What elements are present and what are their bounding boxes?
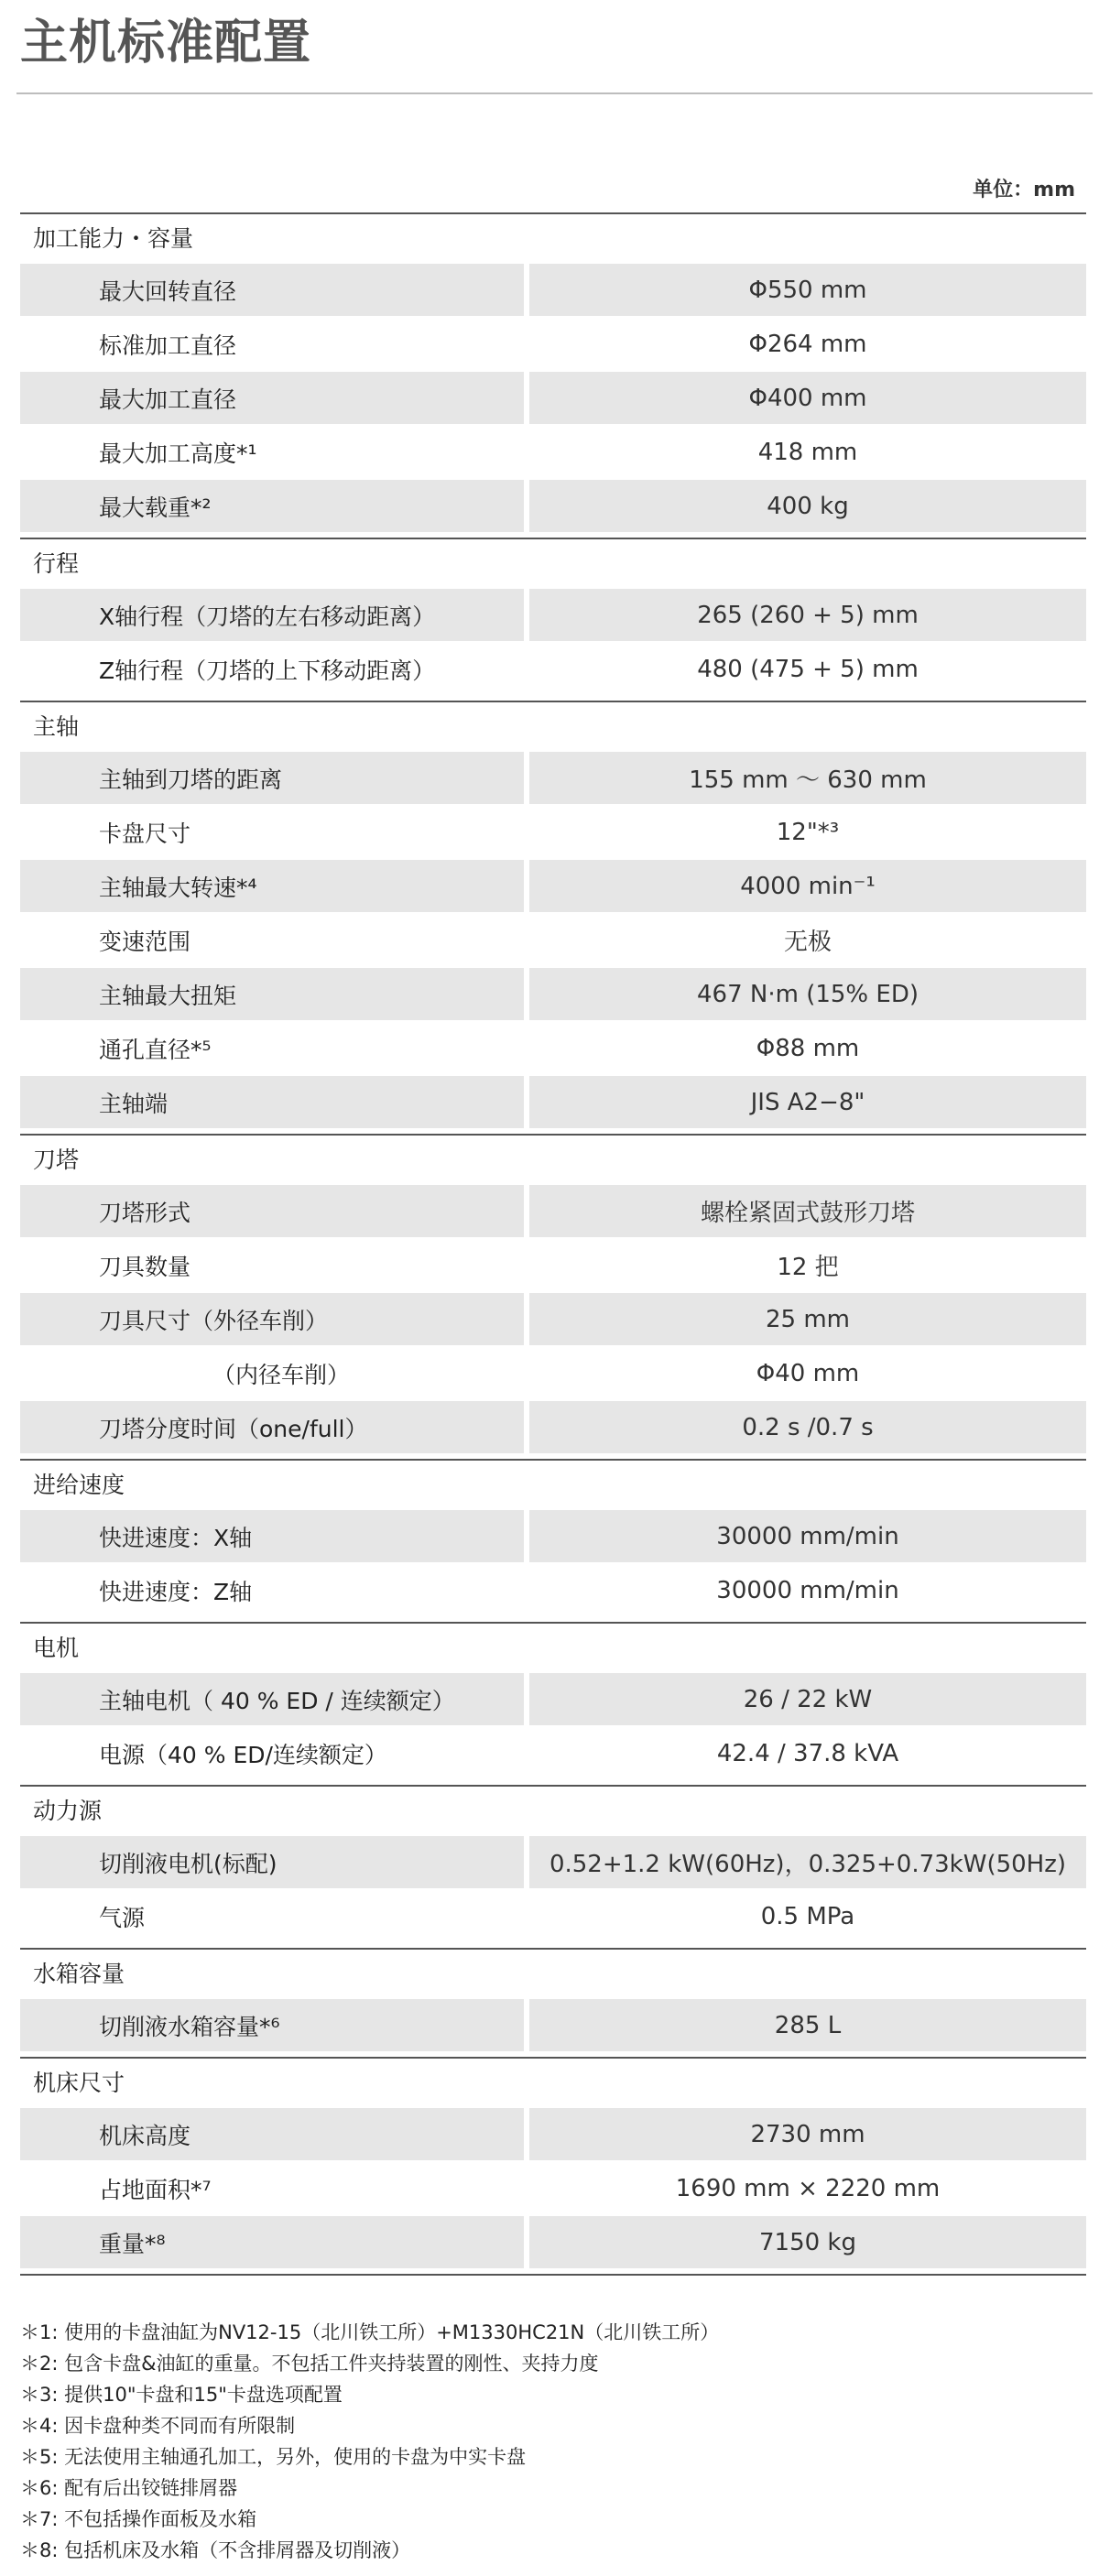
- section-title: 加工能力・容量: [33, 225, 194, 252]
- spec-value: 265 (260 + 5) mm: [697, 601, 919, 629]
- spec-label: 主轴最大转速*⁴: [99, 874, 257, 901]
- spec-value: Φ550 mm: [748, 276, 867, 304]
- spec-section: [20, 212, 1086, 538]
- spec-value: 12"*³: [776, 818, 840, 846]
- spec-row: [20, 2108, 1086, 2160]
- spec-label: 标准加工直径: [99, 332, 237, 359]
- spec-label: 最大加工直径: [99, 386, 237, 413]
- spec-value: 螺栓紧固式鼓形刀塔: [700, 1200, 915, 1227]
- spec-row: [20, 1999, 1086, 2051]
- spec-value: Φ40 mm: [756, 1359, 860, 1387]
- spec-row: [20, 1347, 1086, 1399]
- spec-row: [20, 968, 1086, 1020]
- spec-row: [20, 2162, 1086, 2214]
- spec-value: 30000 mm/min: [716, 1522, 899, 1550]
- spec-section: [20, 1134, 1086, 1459]
- spec-label: 最大回转直径: [99, 277, 237, 305]
- footnotes: [20, 2317, 1083, 2566]
- spec-value: 1690 mm × 2220 mm: [675, 2174, 941, 2202]
- spec-section: [20, 538, 1086, 701]
- spec-row: [20, 2216, 1086, 2268]
- spec-row: [20, 589, 1086, 641]
- spec-value: 30000 mm/min: [716, 1576, 899, 1604]
- spec-label: 主轴电机（ 40 % ED / 连续额定）: [99, 1687, 455, 1714]
- footnote: ＊6: 配有后出铰链排屑器: [20, 2477, 238, 2499]
- spec-value: 4000 min⁻¹: [740, 872, 876, 900]
- spec-label: 快进速度：X轴: [99, 1524, 253, 1551]
- spec-row: [20, 1022, 1086, 1074]
- spec-value: 0.5 MPa: [760, 1902, 855, 1930]
- section-title: 行程: [33, 550, 80, 577]
- spec-label: 最大载重*²: [99, 494, 212, 521]
- spec-row: [20, 1293, 1086, 1345]
- section-title: 刀塔: [33, 1147, 80, 1173]
- spec-value: 无极: [783, 929, 832, 956]
- spec-row: [20, 643, 1086, 695]
- spec-label: 刀塔形式: [99, 1199, 191, 1226]
- spec-value: 12 把: [777, 1254, 839, 1281]
- spec-row: [20, 860, 1086, 912]
- spec-section: [20, 701, 1086, 1134]
- spec-value: 285 L: [774, 2011, 842, 2039]
- spec-label: 快进速度：Z轴: [99, 1578, 253, 1605]
- spec-value: 26 / 22 kW: [743, 1685, 873, 1713]
- spec-label: 电源（40 % ED/连续额定）: [99, 1741, 387, 1768]
- spec-label: 刀塔分度时间（one/full）: [99, 1415, 368, 1442]
- spec-row: [20, 1836, 1086, 1888]
- spec-value: 2730 mm: [750, 2120, 865, 2148]
- spec-label: 机床高度: [99, 2122, 191, 2149]
- spec-row: [20, 1239, 1086, 1291]
- section-title: 动力源: [33, 1798, 103, 1824]
- spec-row: [20, 1510, 1086, 1562]
- spec-row: [20, 1727, 1086, 1779]
- spec-row: [20, 1564, 1086, 1616]
- table-bottom-rule: [20, 2274, 1086, 2276]
- spec-label: Z轴行程（刀塔的上下移动距离）: [99, 657, 436, 684]
- spec-value: 400 kg: [767, 492, 849, 520]
- spec-value: 418 mm: [757, 438, 858, 466]
- spec-label: 最大加工高度*¹: [99, 440, 257, 467]
- spec-section: [20, 1785, 1086, 1948]
- spec-row: [20, 752, 1086, 804]
- spec-label: 切削液电机(标配): [99, 1850, 277, 1877]
- spec-row: [20, 372, 1086, 424]
- spec-row: [20, 480, 1086, 532]
- spec-row: [20, 806, 1086, 858]
- spec-label: 卡盘尺寸: [99, 820, 191, 847]
- spec-value: Φ400 mm: [748, 384, 867, 412]
- spec-value: 155 mm ～ 630 mm: [689, 766, 927, 794]
- spec-section: [20, 1622, 1086, 1785]
- spec-label: 刀具尺寸（外径车削）: [99, 1307, 329, 1334]
- spec-row: [20, 1890, 1086, 1942]
- spec-value: Φ88 mm: [756, 1034, 860, 1062]
- title-divider: [16, 92, 1093, 94]
- footnote: ＊2: 包含卡盘&油缸的重量。不包括工件夹持装置的刚性、夹持力度: [20, 2353, 599, 2375]
- spec-value: 25 mm: [765, 1305, 850, 1333]
- footnote: ＊1: 使用的卡盘油缸为NV12-15（北川铁工所）+M1330HC21N（北川铁工所）: [20, 2321, 720, 2343]
- page-title: 主机标准配置: [20, 16, 312, 71]
- section-title: 主轴: [33, 713, 80, 740]
- footnote: ＊7: 不包括操作面板及水箱: [20, 2508, 257, 2530]
- spec-section: [20, 2057, 1086, 2274]
- spec-label: 主轴端: [99, 1090, 169, 1117]
- spec-row: [20, 1076, 1086, 1128]
- spec-label: 重量*⁸: [99, 2230, 166, 2257]
- spec-value: 42.4 / 37.8 kVA: [716, 1739, 899, 1767]
- spec-label: 主轴最大扭矩: [99, 982, 237, 1009]
- spec-value: 0.2 s /0.7 s: [742, 1413, 874, 1441]
- section-title: 进给速度: [33, 1472, 125, 1498]
- spec-label: 主轴到刀塔的距离: [99, 766, 283, 793]
- section-title: 机床尺寸: [33, 2070, 125, 2096]
- spec-row: [20, 914, 1086, 966]
- spec-value: Φ264 mm: [748, 330, 867, 358]
- footnote: ＊5: 无法使用主轴通孔加工，另外，使用的卡盘为中实卡盘: [20, 2446, 527, 2468]
- spec-row: [20, 1185, 1086, 1237]
- spec-label: （内径车削）: [212, 1361, 351, 1388]
- spec-row: [20, 318, 1086, 370]
- spec-label: 变速范围: [99, 928, 191, 955]
- spec-label: 刀具数量: [99, 1253, 191, 1280]
- spec-label: X轴行程（刀塔的左右移动距离）: [99, 603, 436, 630]
- spec-row: [20, 264, 1086, 316]
- spec-value: 0.52+1.2 kW(60Hz)，0.325+0.73kW(50Hz): [549, 1851, 1067, 1878]
- spec-value: 480 (475 + 5) mm: [697, 655, 919, 683]
- spec-label: 切削液水箱容量*⁶: [99, 2013, 280, 2040]
- footnote: ＊3: 提供10"卡盘和15"卡盘选项配置: [20, 2384, 343, 2406]
- spec-row: [20, 1401, 1086, 1453]
- spec-section: [20, 1948, 1086, 2057]
- section-title: 电机: [33, 1635, 80, 1661]
- spec-value: 467 N·m (15% ED): [697, 980, 919, 1008]
- spec-row: [20, 426, 1086, 478]
- section-title: 水箱容量: [33, 1961, 125, 1987]
- spec-value: JIS A2−8": [750, 1088, 865, 1116]
- spec-label: 气源: [99, 1904, 146, 1931]
- spec-row: [20, 1673, 1086, 1725]
- spec-section: [20, 1459, 1086, 1622]
- spec-table: [20, 212, 1086, 2276]
- unit-note: 单位：mm: [973, 179, 1075, 201]
- footnote: ＊8: 包括机床及水箱（不含排屑器及切削液）: [20, 2539, 411, 2561]
- spec-value: 7150 kg: [759, 2228, 856, 2256]
- spec-label: 通孔直径*⁵: [99, 1036, 212, 1063]
- spec-label: 占地面积*⁷: [99, 2176, 212, 2203]
- footnote: ＊4: 因卡盘种类不同而有所限制: [20, 2415, 296, 2437]
